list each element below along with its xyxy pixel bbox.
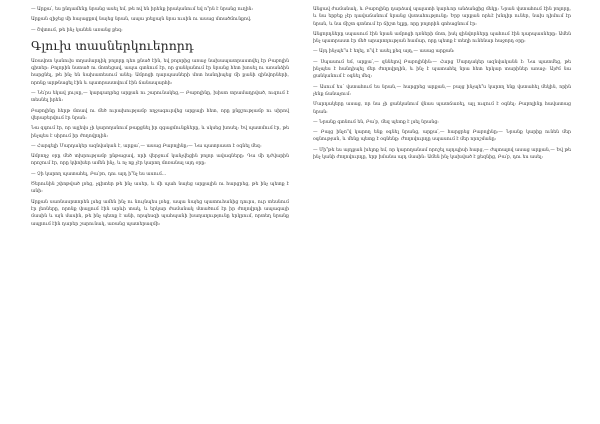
paragraph: Արքան զիջեց մի հայացքով նայեց նրան, ապա լռելյայն նրա ուսին ու ասաց մտածմունքով. bbox=[31, 17, 252, 23]
paragraph: — Բայց ինչո՞վ կարող ենք օգնել նրանց, արքա՛,— հարցրեց Բաբոլինը:— Նրանք կարիք ունեն մեր օգնության, և մենք պետք է օգնենք: Ժողովուրդը սպասում է մեր որոշմանը: bbox=[313, 130, 571, 143]
paragraph: Մարդակերը ասաց, որ նա չի ցանկանում վնաս պատճառել, այլ ուզում է օգնել: Բաբոլինը հավատաց նրան: bbox=[313, 102, 571, 115]
left-column bbox=[31, 6, 289, 231]
paragraph: — Սպասում եմ, արքա՛,— զննելով Բաբոլինին:— Հարց Մարդակեր ազնվականն է: Նա պատմեց, թե ինչպես է հանդիպել մեր ժողովրդին, և ինչ է պատահել նրա հետ երկար տարիներ առաջ: Այժմ նա ցանկանում է օգնել մեզ: bbox=[313, 59, 571, 80]
paragraph: Անցորդները սպասում էին նրան ամրոցի դռների մոտ, իսկ զինվորները պահում էին դարպասները: Ամեն ինչ պատրաստ էր մեծ արարողության համար, որը պետք է տեղի ունենար հաջորդ օրը: bbox=[313, 31, 571, 45]
paragraph: Ծերունին շփոթված լռեց, չգիտեր թե ինչ ասեր, և մի պահ նայեց արքային ու հարցրեց, թե ինչ պետք է անի: bbox=[31, 182, 289, 195]
paragraph: — Արքա՛, ես ընդամենը նրանց ասել եմ, թե ով են իրենք իրականում եվ ո՞րն է նրանց ուղին: bbox=[31, 7, 254, 12]
paragraph: — Շվտում, թե ինչ կանեն առանց քեզ: bbox=[31, 27, 123, 33]
paragraph: — Չի կարող պատահել, Բա՛բո, դու այդ ի՞նչ ես ասում... bbox=[31, 171, 167, 177]
paragraph: — Ասում ես՝ վստահում ես նրան,— հարցրեց արքան,— բայց ինչպե՞ս կարող ենք վստահել մեկին, որին չենք ճանաչում: bbox=[313, 84, 571, 97]
paragraph: — Հարգելի Մարդակեր ազնվական է, արքա՛,— ասաց Բաբոլինը:— Նա պատրաստ է օգնել մեզ: bbox=[31, 143, 262, 149]
paragraph: Առավոտ կանուխ տղամարդիկ բոլորը դեռ քնած էին, եվ բոլորից առաջ նախապատրաստվել էր Բաբոլին գիտեր: Բոլորին նստած ու մոտեցավ, ապա գտնում էր, որ ցանկանում էր նրանց հետ խոսել ու առանձին հարցնել, թե ինչ են նախատեսում անել: Ամրոցի դարպասների մոտ հանդիպեց մի քանի զինվորների, որոնք արթնացել էին և պատրաստվում էին ճանապարհի: bbox=[31, 58, 289, 86]
paragraph: Անցավ ժամանակ, և Բաբոլինը դարձավ պալատի կարևոր անձանցից մեկը: Նրան վստահում էին բոլորը, և նա երբեք չէր դավաճանում նրանց վստահությունը: Երբ արքան որևէ խնդիր ուներ, նախ դիմում էր նրան, և նա միշտ գտնում էր ճիշտ ելքը, որը բոլորին գոհացնում էր: bbox=[313, 7, 571, 27]
paragraph: — Մի՞թե ես այդքան խելոք եմ, որ կարողանամ որոշել այդպիսի հարց,— ժպտալով ասաց արքան,— Եվ թե ինչ կանի ժողովուրդը, երբ իմանա այդ մասին: Ամեն ինչ կախված է քեզնից, Բա՛բ, դու ես ասել: bbox=[313, 147, 571, 161]
paragraph: Արքան սառնասրտորեն լսեց ամեն ինչ ու նույնպես լռեց, ապա նայեց պատուհանից դուրս, ուր տեսնում էր լեռները, որոնք փայլում էին արևի տակ, և երկար ժամանակ մտածում էր իր ժողովրդի ապագայի մասին և այն մասին, թե ինչ պետք է անի, որպեսզի պահպանի խաղաղությունը երկրում, որտեղ նրանք ապրում էին դարեր շարունակ, առանց պատերազմի: bbox=[31, 199, 289, 227]
paragraph: Ամբողջ օրը մեծ տխրությամբ ընթացավ, որի վերջում կանչվեցին բոլոր ավագները: Դա մի դժվարին որոշում էր, որը կփոխեր ամեն ինչ, և ոչ ոք չէր կարող մոռանալ այդ օրը: bbox=[31, 154, 289, 167]
right-column bbox=[313, 6, 571, 164]
paragraph: — Այդ ինչպե՞ս է եղել, ո՞վ է ասել քեզ այդ,— ասաց արքան: bbox=[313, 49, 455, 55]
chapter-heading: Գլուխ տասներկուերորդ bbox=[31, 37, 194, 53]
paragraph: — Նե՛րս եկավ լույսը,— կարգադրեց արքան ու շարունակեց,— Բաբոլինը, խիստ տրամադրված, ուզում է տեսնել իրեն: bbox=[31, 91, 289, 104]
paragraph: Բաբոլինը հերթ մտավ ու մեծ ուրախությամբ ողջագուրվեց արքայի հետ, որը քնքշությամբ ու սիրով վերաբերվում էր նրան: bbox=[31, 108, 289, 121]
paragraph: Նա զգում էր, որ այլեվս չի կարողանում թաքցնել իր զգացմունքները, և սկսեց խոսել: Եվ պատմում էր, թե ինչպես է սիրում իր ժողովրդին: bbox=[31, 126, 289, 139]
paragraph: — Նրանք գտնում են, Բա՛բ, մեզ պետք է լսել նրանց: bbox=[313, 119, 439, 125]
